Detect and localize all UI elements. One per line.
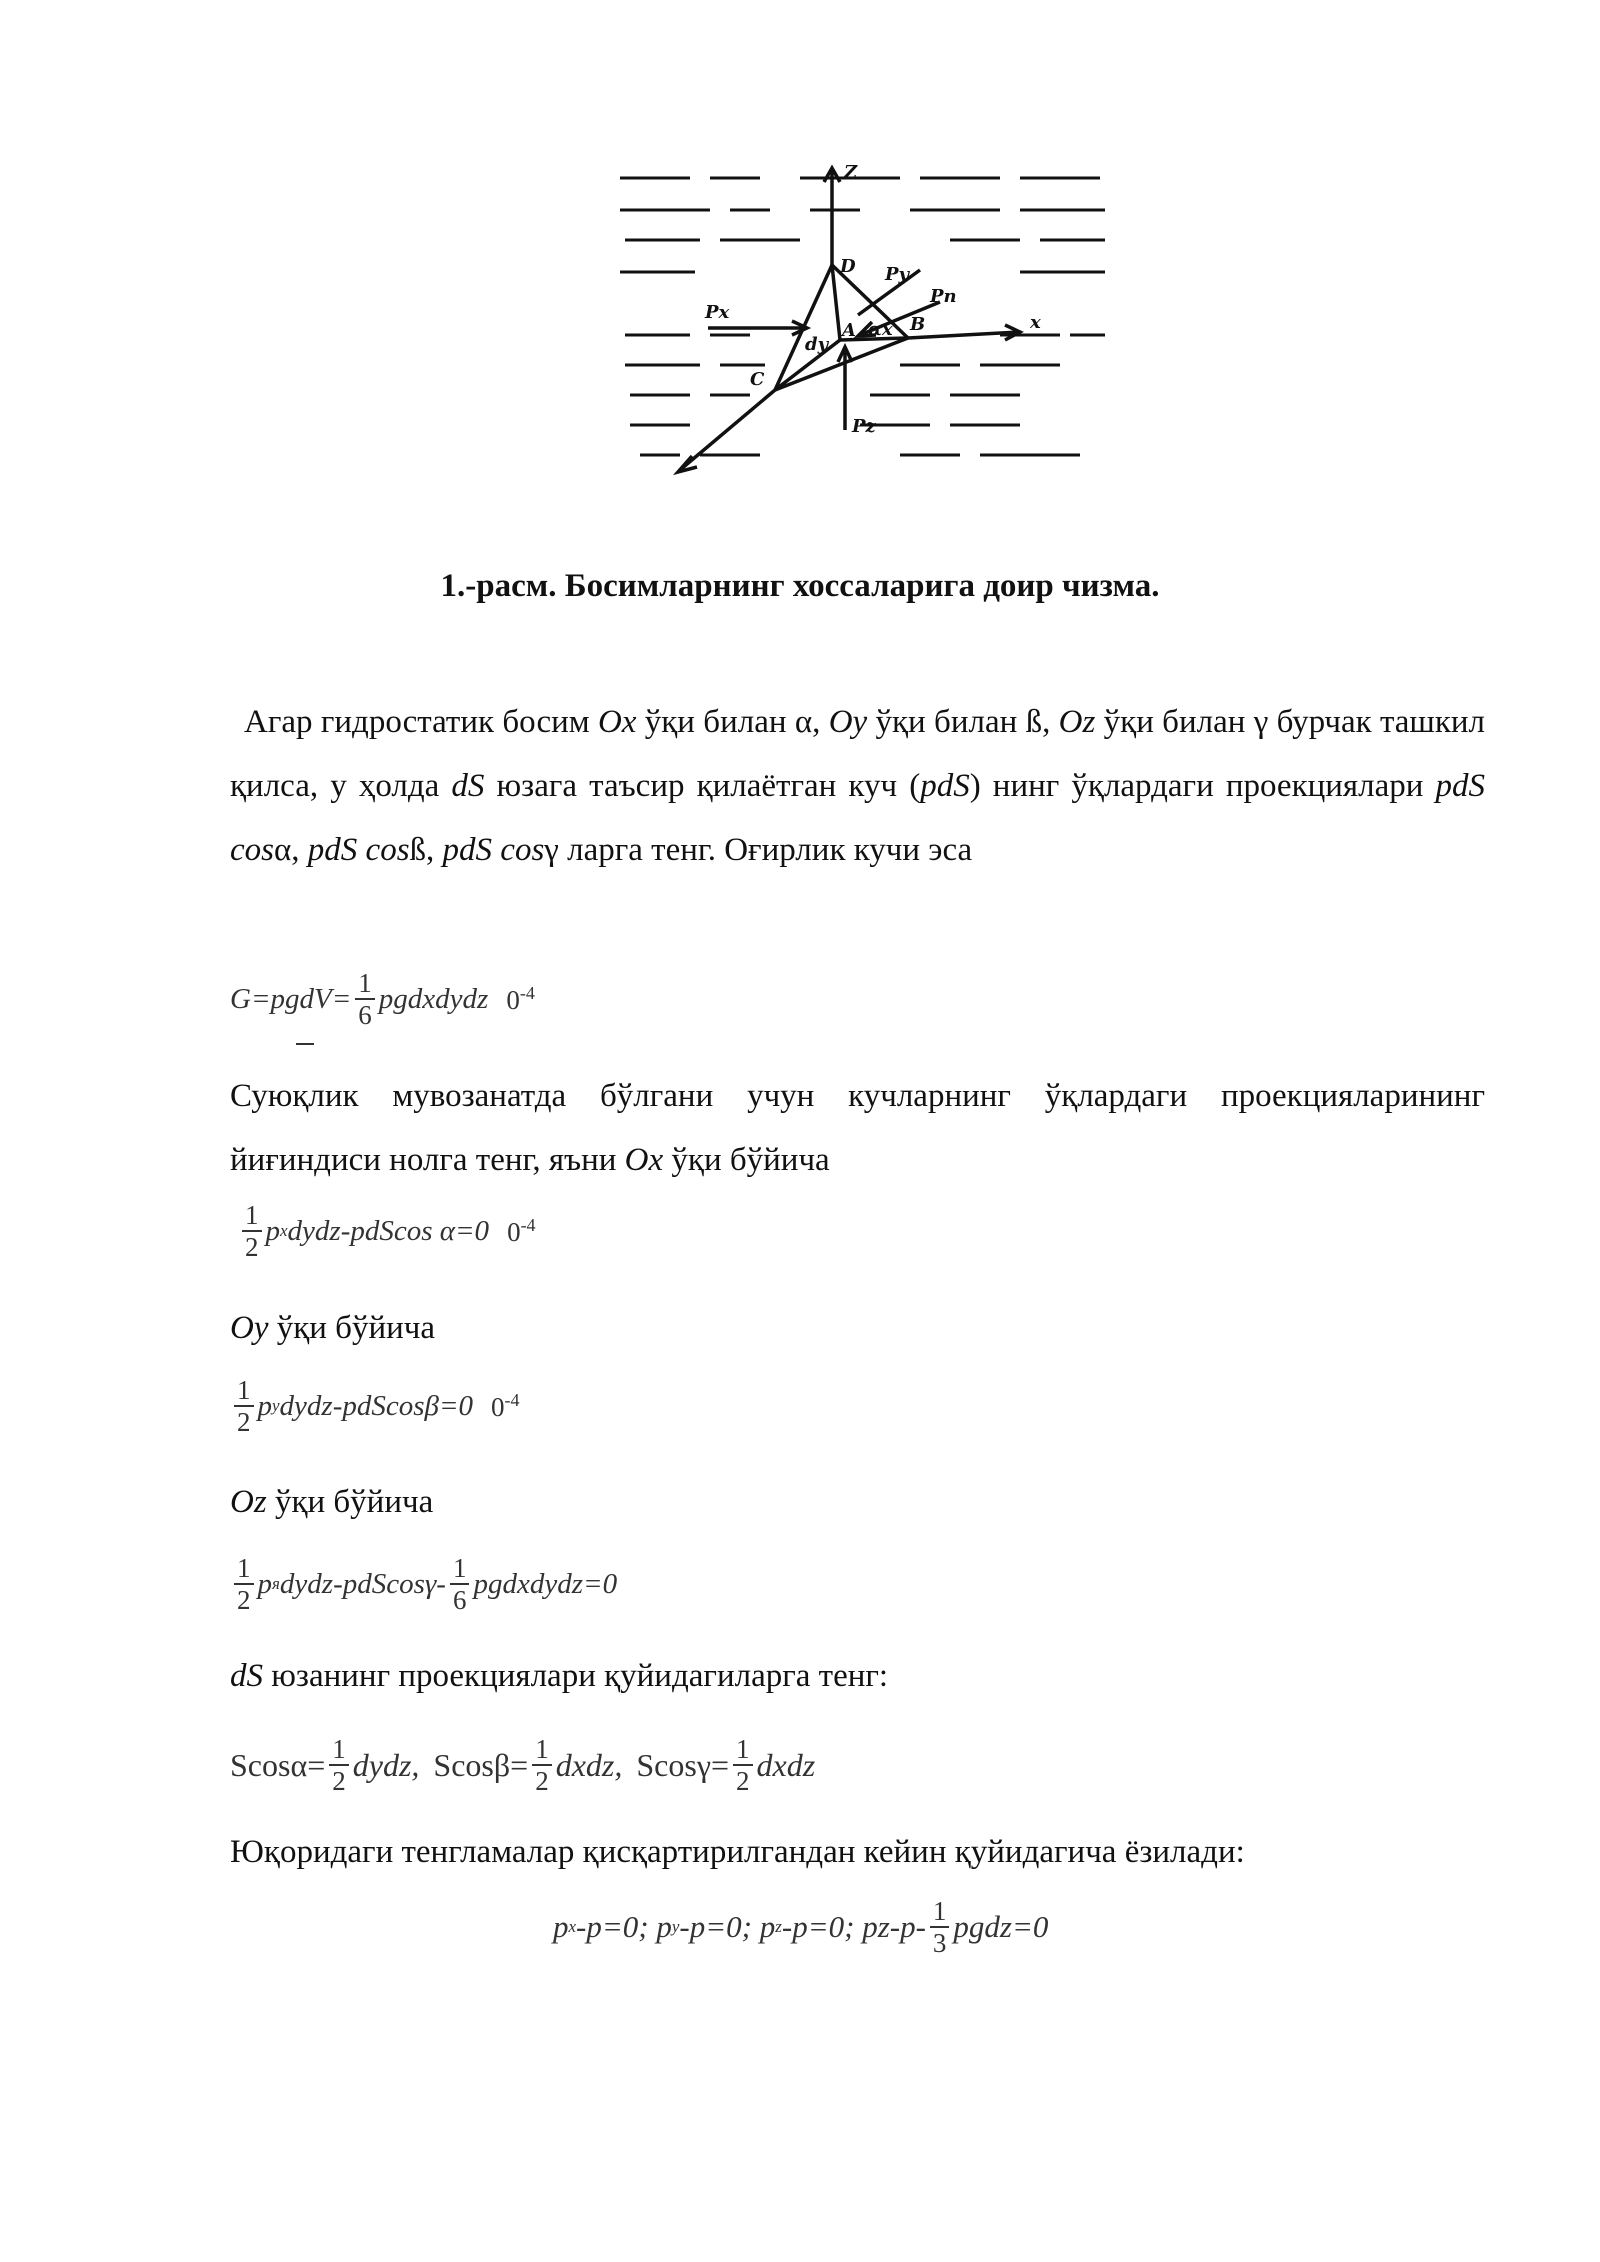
label-pn: Pn bbox=[930, 286, 957, 307]
formula-projections bbox=[230, 1734, 815, 1796]
oy-heading bbox=[230, 1310, 435, 1347]
label-b: B bbox=[910, 314, 926, 335]
fraction bbox=[234, 1553, 254, 1615]
label-pz: Pz bbox=[852, 416, 876, 437]
denominator: 2 bbox=[535, 1766, 549, 1796]
text: α, bbox=[274, 832, 308, 868]
denominator: 2 bbox=[736, 1766, 750, 1796]
text: Агар гидростатик босим bbox=[244, 704, 598, 740]
paragraph-equilibrium bbox=[230, 1064, 1485, 1192]
formula-text: -p=0; p bbox=[576, 1909, 672, 1944]
equation-number bbox=[507, 1215, 536, 1248]
numerator: 1 bbox=[234, 1553, 254, 1585]
note-base: 0 bbox=[506, 984, 520, 1015]
formula-ox bbox=[238, 1200, 536, 1262]
label-ax: αx bbox=[868, 319, 893, 340]
text: ўқи бўйича bbox=[268, 1310, 436, 1346]
ds-heading bbox=[230, 1658, 888, 1695]
text: юзага таъсир қилаётган куч ( bbox=[484, 768, 921, 804]
label-px: Px bbox=[705, 302, 730, 323]
denominator: 2 bbox=[245, 1232, 259, 1262]
axis-oz: Oz bbox=[230, 1484, 267, 1520]
note-exp: -4 bbox=[504, 1389, 520, 1410]
formula-text: dxdz, bbox=[555, 1746, 623, 1783]
term-ds: dS bbox=[230, 1658, 263, 1694]
formula-text: Scosγ= bbox=[636, 1746, 729, 1783]
note-exp: -4 bbox=[520, 1214, 536, 1235]
formula-text: p bbox=[265, 1214, 280, 1247]
formula-text: Scosβ= bbox=[433, 1746, 529, 1783]
numerator: 1 bbox=[733, 1734, 753, 1766]
fraction bbox=[242, 1200, 262, 1262]
label-c: C bbox=[750, 369, 765, 390]
axis-oy: Oy bbox=[828, 704, 868, 740]
formula-text: pgdxdydz=0 bbox=[473, 1567, 618, 1600]
mark bbox=[296, 1043, 314, 1045]
denominator: 6 bbox=[452, 1585, 467, 1615]
subscript: y bbox=[272, 1396, 280, 1415]
note-base: 0 bbox=[507, 1216, 521, 1247]
term-cos: pdS cos bbox=[307, 832, 410, 868]
denominator: 2 bbox=[332, 1766, 346, 1796]
note-base: 0 bbox=[491, 1391, 505, 1422]
axis-ox: Ox bbox=[597, 704, 637, 740]
fraction bbox=[532, 1734, 552, 1796]
fraction bbox=[450, 1553, 470, 1615]
subscript: y bbox=[671, 1917, 680, 1936]
numerator: 1 bbox=[329, 1734, 349, 1766]
denominator: 2 bbox=[237, 1407, 251, 1437]
text: ўқи билан ß, bbox=[867, 704, 1059, 740]
formula-text: p bbox=[553, 1909, 569, 1944]
axis-oz: Oz bbox=[1058, 704, 1096, 740]
pressure-diagram bbox=[600, 140, 1120, 480]
text: γ ларга тенг. Оғирлик кучи эса bbox=[544, 832, 973, 868]
text: юзанинг проекциялари қуйидагиларга тенг: bbox=[263, 1658, 889, 1694]
denominator: 3 bbox=[932, 1928, 947, 1958]
term-cos: pdS cos bbox=[230, 768, 1485, 868]
subscript: x bbox=[568, 1917, 577, 1936]
label-a: A bbox=[842, 320, 856, 341]
formula-text: -p=0; pz-p- bbox=[781, 1909, 926, 1944]
text: ўқи билан α, bbox=[636, 704, 829, 740]
subscript: я bbox=[272, 1574, 280, 1593]
term-ds: dS bbox=[451, 768, 485, 804]
axis-oy: Oy bbox=[230, 1310, 269, 1346]
formula-text: -p=0; p bbox=[679, 1909, 776, 1944]
numerator: 1 bbox=[450, 1553, 470, 1585]
label-x: x bbox=[1030, 312, 1041, 333]
label-d: D bbox=[840, 256, 856, 277]
formula-text: dydz-pdScos α=0 bbox=[287, 1214, 490, 1247]
numerator: 1 bbox=[355, 968, 375, 1000]
after-reduction-line: Юқоридаги тенгламалар қисқартирилгандан кейин қуйидагича ёзилади: bbox=[230, 1834, 1245, 1870]
denominator: 2 bbox=[237, 1585, 251, 1615]
formula-oy bbox=[230, 1375, 520, 1437]
text: ) нинг ўқлардаги проекциялари bbox=[969, 768, 1436, 804]
axis-ox: Ox bbox=[624, 1142, 664, 1178]
fraction bbox=[930, 1896, 950, 1958]
formula-oz bbox=[230, 1553, 617, 1615]
formula-weight bbox=[230, 968, 535, 1030]
fraction bbox=[234, 1375, 254, 1437]
numerator: 1 bbox=[930, 1896, 950, 1928]
text: ß, bbox=[409, 832, 443, 868]
formula-text: p bbox=[257, 1567, 272, 1600]
formula-text: dxdz bbox=[756, 1746, 816, 1783]
formula-text: dydz, bbox=[352, 1746, 420, 1783]
equation-number bbox=[506, 983, 535, 1016]
denominator: 6 bbox=[358, 1000, 372, 1030]
text: ўқи бўйича bbox=[663, 1142, 830, 1178]
formula-text: pgdz=0 bbox=[953, 1909, 1049, 1944]
note-exp: -4 bbox=[519, 982, 535, 1003]
label-z: Z bbox=[844, 162, 858, 183]
figure-caption: 1.-расм. Босимларнинг хоссаларига доир чизма. bbox=[440, 568, 1160, 604]
formula-text: dydz-pdScosβ=0 bbox=[279, 1389, 474, 1422]
text: ўқи бўйича bbox=[266, 1484, 434, 1520]
label-py: Py bbox=[885, 264, 909, 285]
text: ўқи билан γ бурчак ташкил қилса, у ҳолда bbox=[230, 704, 1485, 804]
formula-text: p bbox=[257, 1389, 272, 1422]
fraction bbox=[329, 1734, 349, 1796]
text: Суюқлик мувозанатда бўлгани учун кучларнинг ўқлардаги проекцияларининг йиғиндиси нолга тенг, яъни bbox=[230, 1078, 1485, 1178]
subscript: z bbox=[775, 1917, 782, 1936]
term-pds: pdS bbox=[920, 768, 970, 804]
numerator: 1 bbox=[532, 1734, 552, 1766]
formula-text: Scosα= bbox=[230, 1746, 326, 1783]
fraction bbox=[733, 1734, 753, 1796]
fraction bbox=[355, 968, 375, 1030]
formula-text: G=pgdV= bbox=[230, 982, 352, 1015]
numerator: 1 bbox=[242, 1200, 262, 1232]
oz-heading bbox=[230, 1484, 433, 1521]
formula-text: dydz-pdScosγ- bbox=[279, 1567, 446, 1600]
formula-text: pgdxdydz bbox=[378, 982, 489, 1015]
term-cos: pdS cos bbox=[442, 832, 545, 868]
paragraph-intro bbox=[230, 690, 1485, 882]
formula-result bbox=[553, 1896, 1048, 1958]
numerator: 1 bbox=[234, 1375, 254, 1407]
subscript: x bbox=[280, 1221, 288, 1240]
label-dy: dy bbox=[805, 334, 829, 355]
equation-number bbox=[491, 1390, 520, 1423]
